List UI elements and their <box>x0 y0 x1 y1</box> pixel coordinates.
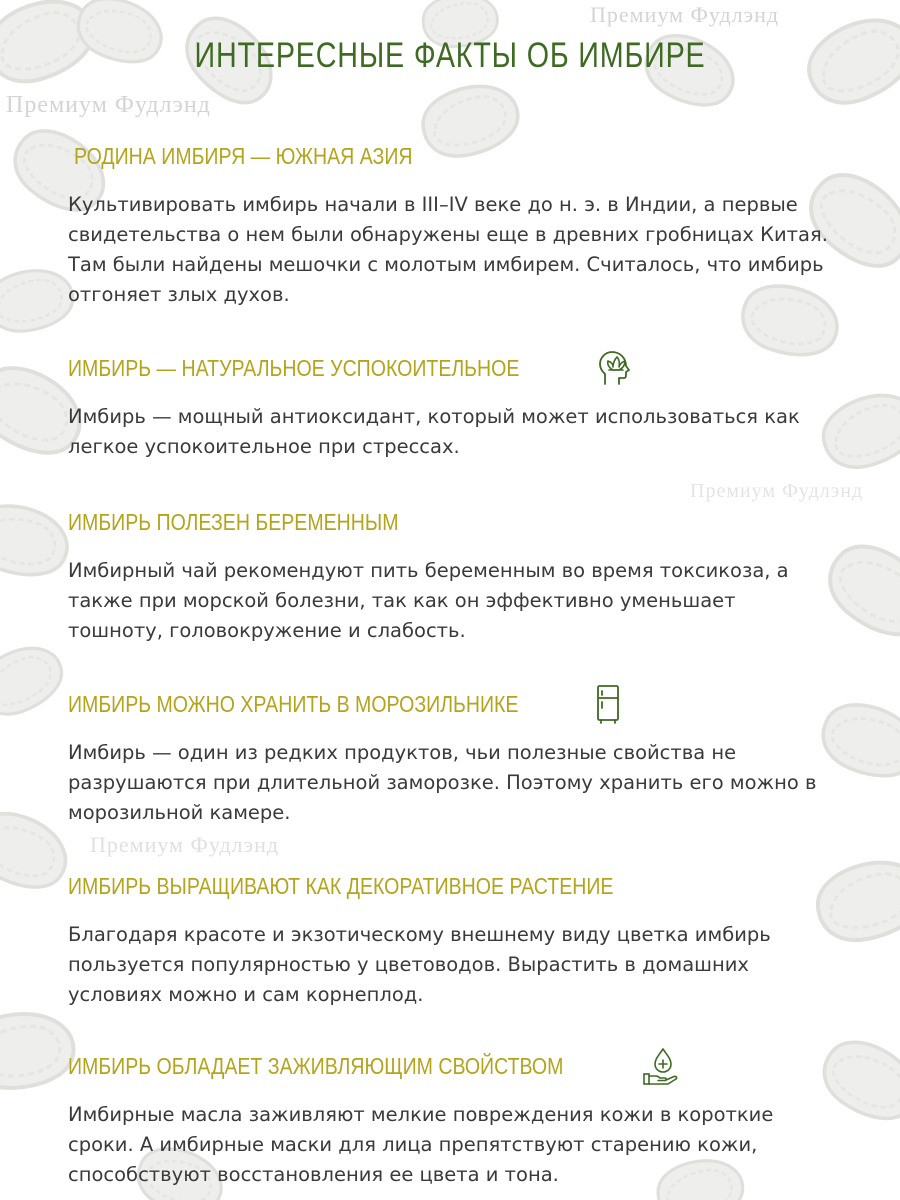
section-heading-text: ИМБИРЬ ПОЛЕЗЕН БЕРЕМЕННЫМ <box>68 508 399 535</box>
section-heading <box>68 1044 848 1088</box>
watermark: Премиум Фудлэнд <box>90 832 280 857</box>
section-body: Имбирные масла заживляют мелкие повреждения кожи в короткие сроки. А имбирные маски для лица препятствуют старению кожи, способствуют восстановления ее цвета и тона. <box>68 1103 774 1186</box>
fact-section-homeland <box>68 134 854 310</box>
section-heading-text: ИМБИРЬ — НАТУРАЛЬНОЕ УСПОКОИТЕЛЬНОЕ <box>68 354 520 381</box>
fact-section-freezer <box>68 682 848 828</box>
section-body: Благодаря красоте и экзотическому внешнему виду цветка имбирь пользуется популярностью у цветоводов. Вырастить в домашних условиях можно и сам корнеплод. <box>68 923 771 1006</box>
section-body: Имбирь — один из редких продуктов, чьи полезные свойства не разрушаются при длительной заморозке. Поэтому хранить его можно в морозильной камере. <box>68 741 817 824</box>
section-body: Имбирь — мощный антиоксидант, который может использоваться как легкое успокоительное при стрессах. <box>68 405 800 458</box>
fact-section-sedative <box>68 346 848 462</box>
section-heading <box>68 500 848 544</box>
watermark: Премиум Фудлэнд <box>6 92 211 118</box>
section-heading-text: РОДИНА ИМБИРЯ — ЮЖНАЯ АЗИЯ <box>74 142 413 169</box>
watermark: Премиум Фудлэнд <box>690 480 864 502</box>
section-heading <box>74 134 854 178</box>
section-heading <box>68 682 848 726</box>
section-heading-text: ИМБИРЬ ВЫРАЩИВАЮТ КАК ДЕКОРАТИВНОЕ РАСТЕНИЕ <box>68 872 614 899</box>
section-body: Культивировать имбирь начали в III–IV веке до н. э. в Индии, а первые свидетельства о нем были обнаружены еще в древних гробницах Китая. Там были найдены мешочки с молотым имбирем. Считалось, что имбирь отгоняет злых духов. <box>68 193 828 306</box>
section-body: Имбирный чай рекомендуют пить беременным во время токсикоза, а также при морской болезни, так как он эффективно уменьшает тошноту, головокружение и слабость. <box>68 559 789 642</box>
fact-section-healing <box>68 1044 848 1190</box>
fact-section-decorative <box>68 864 848 1010</box>
section-heading <box>68 346 848 390</box>
healing-hand-icon <box>641 1046 681 1086</box>
watermark: Премиум Фудлэнд <box>590 2 780 27</box>
fact-section-pregnancy <box>68 500 848 646</box>
section-heading <box>68 864 848 908</box>
section-heading-text: ИМБИРЬ ОБЛАДАЕТ ЗАЖИВЛЯЮЩИМ СВОЙСТВОМ <box>68 1052 564 1079</box>
refrigerator-icon <box>588 684 628 724</box>
page-title: ИНТЕРЕСНЫЕ ФАКТЫ ОБ ИМБИРЕ <box>194 36 706 75</box>
head-lotus-icon <box>595 348 635 388</box>
section-heading-text: ИМБИРЬ МОЖНО ХРАНИТЬ В МОРОЗИЛЬНИКЕ <box>68 690 519 717</box>
